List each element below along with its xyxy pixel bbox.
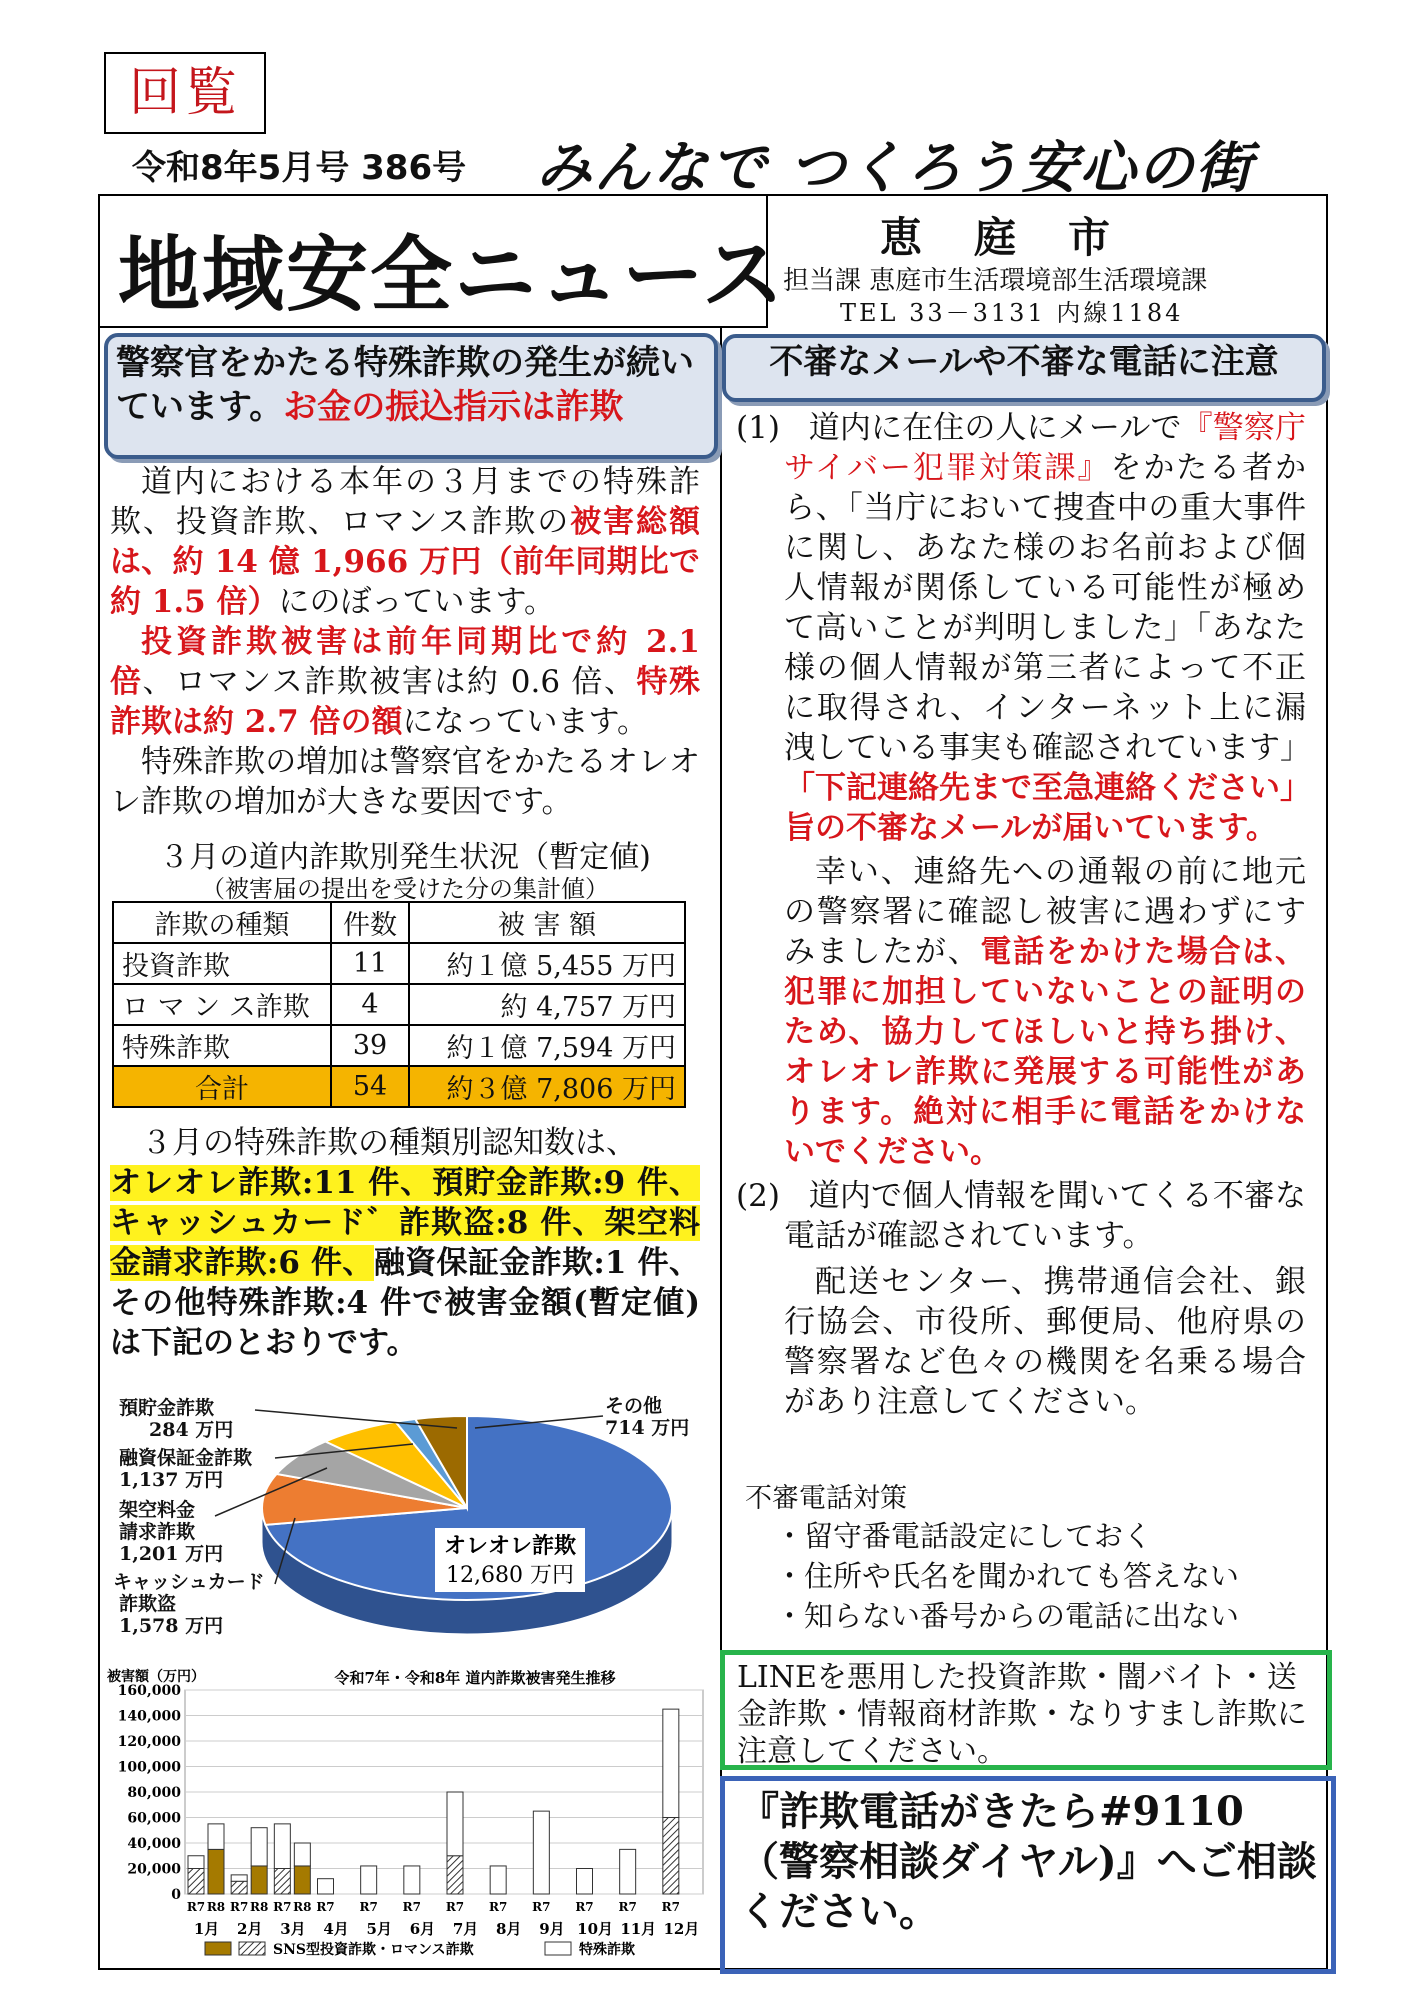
p1-text: 道内における本年の３月までの特殊詐欺、投資詐欺、ロマンス詐欺の <box>110 464 700 540</box>
bar-special <box>533 1811 549 1894</box>
legend-label-sns: SNS型投資詐欺・ロマンス詐欺 <box>273 1942 474 1958</box>
x-month-label: 4月 <box>323 1920 349 1938</box>
x-year-label: R7 <box>489 1900 508 1914</box>
y-tick-label: 140,000 <box>117 1708 181 1725</box>
police-call-box: 『詐欺電話がきたら#9110（警察相談ダイヤル)』へご相談ください。 <box>720 1776 1336 1974</box>
x-year-label: R7 <box>316 1900 335 1914</box>
measure-item: ・知らない番号からの電話に出ない <box>775 1599 1240 1633</box>
bar-ylabel: 被害額（万円） <box>107 1669 205 1685</box>
x-year-label: R7 <box>575 1900 594 1914</box>
paragraph-1 <box>110 462 700 622</box>
bar-special <box>294 1843 310 1866</box>
y-tick-label: 160,000 <box>117 1683 181 1699</box>
x-year-label: R7 <box>230 1900 249 1914</box>
bar-sns <box>294 1866 310 1894</box>
label-card-amount: 1,578 万円 <box>119 1615 224 1637</box>
left-headline-a: 警察官をかたる特殊詐欺の発生が続いています。 <box>116 343 694 427</box>
table-row <box>113 984 685 1025</box>
issue-number: 令和8年5月号 386号 <box>132 148 467 188</box>
item-2-text <box>784 1176 1306 1422</box>
label-kakuu: 架空料金 <box>119 1499 196 1521</box>
total-count: 54 <box>331 1066 409 1107</box>
bar-special <box>274 1824 290 1869</box>
x-year-label: R7 <box>618 1900 637 1914</box>
bar-title: 令和7年・令和8年 道内詐欺被害発生推移 <box>334 1669 616 1687</box>
p4-counts <box>110 1163 700 1363</box>
i1-b: 『警察庁サイバー犯罪対策課』 <box>784 410 1307 486</box>
cell-type: 投資詐欺 <box>113 943 331 984</box>
bar-sns <box>231 1881 247 1894</box>
x-year-label: R7 <box>402 1900 421 1914</box>
label-card-2: 詐欺盗 <box>119 1593 177 1615</box>
label-kakuu-2: 請求詐欺 <box>119 1521 196 1543</box>
pie-chart <box>105 1388 705 1666</box>
paragraph-4 <box>110 1123 700 1163</box>
bar-special <box>620 1849 636 1894</box>
total-label: 合計 <box>113 1066 331 1107</box>
bar-sns <box>663 1818 679 1895</box>
label-card: キャッシュカード <box>113 1571 265 1593</box>
paragraph-3: 特殊詐欺の増加は警察官をかたるオレオレ詐欺の増加が大きな要因です。 <box>110 744 700 820</box>
cell-count: 39 <box>331 1025 409 1066</box>
x-year-label: R8 <box>293 1900 312 1914</box>
x-month-label: 9月 <box>539 1920 565 1938</box>
label-sonota-amount: 714 万円 <box>605 1417 690 1439</box>
label-oreore-amount: 12,680 万円 <box>446 1563 574 1588</box>
bar-legend <box>205 1941 635 1958</box>
cell-amount: 約１億 7,594 万円 <box>409 1025 685 1066</box>
legend-swatch-white <box>545 1942 571 1955</box>
table-total-row <box>113 1066 685 1107</box>
p4-lead: ３月の特殊詐欺の種類別認知数は、 <box>141 1125 637 1161</box>
bar-sns <box>447 1856 463 1894</box>
p1-total-damage: 被害総額は、約 14 億 1,966 万円（前年同期比で約 1.5 倍） <box>110 504 700 620</box>
left-body-2 <box>110 1123 700 1363</box>
x-month-label: 2月 <box>237 1920 263 1938</box>
x-year-label: R8 <box>250 1900 269 1914</box>
y-tick-label: 120,000 <box>117 1734 181 1750</box>
item-2 <box>736 1176 1306 1422</box>
i2-a: 道内で個人情報を聞いてくる不審な電話が確認されています。 <box>784 1178 1306 1254</box>
i2-b: 配送センター、携帯通信会社、銀行協会、市役所、郵便局、他府県の警察署など色々の機関を名乗る場合があり注意してください。 <box>784 1264 1306 1420</box>
paragraph-2 <box>110 622 700 742</box>
x-month-label: 11月 <box>620 1920 657 1938</box>
bar-special <box>404 1866 420 1894</box>
i1-e: 旨の不審なメールが届いています。 <box>784 810 1277 846</box>
y-tick-label: 60,000 <box>127 1810 181 1827</box>
bar-sns <box>251 1866 267 1894</box>
item-1-text <box>784 408 1311 1172</box>
p2-special: 特殊詐欺は約 2.7 倍の額 <box>110 664 701 740</box>
x-month-label: 10月 <box>577 1920 614 1938</box>
table-row <box>113 1025 685 1066</box>
i1-p2-b: 電話をかけた場合は、犯罪に加担していないことの証明のため、協力してほしいと持ち掛け、オレオレ詐欺に発展する可能性があります。絶対に相手に電話をかけないでください。 <box>784 934 1307 1170</box>
x-month-label: 5月 <box>366 1920 392 1938</box>
bar-xlabels <box>187 1900 700 1938</box>
fraud-table <box>112 901 686 1108</box>
bar-special <box>231 1875 247 1881</box>
label-yushi-amount: 1,137 万円 <box>119 1469 224 1491</box>
table-subcaption: （被害届の提出を受けた分の集計値） <box>201 875 609 903</box>
item-1-number: (1) <box>736 410 780 446</box>
bar-special <box>188 1856 204 1869</box>
bar-chart <box>105 1666 709 1958</box>
bar-special <box>663 1709 679 1817</box>
bar-special <box>447 1792 463 1856</box>
x-year-label: R8 <box>206 1900 226 1914</box>
x-year-label: R7 <box>532 1900 551 1914</box>
x-year-label: R7 <box>273 1900 292 1914</box>
right-body <box>736 408 1311 1422</box>
bar-sns <box>274 1869 290 1895</box>
cell-count: 4 <box>331 984 409 1025</box>
measure-item: ・留守番電話設定にしておく <box>775 1519 1153 1553</box>
i1-d: 「下記連絡先まで至急連絡ください」 <box>784 770 1311 806</box>
department: 担当課 恵庭市生活環境部生活環境課 <box>783 266 1208 296</box>
left-body <box>110 462 700 822</box>
cell-amount: 約 4,757 万円 <box>409 984 685 1025</box>
bar-special <box>490 1866 506 1894</box>
x-month-label: 1月 <box>193 1920 220 1938</box>
y-tick-label: 80,000 <box>127 1785 181 1801</box>
legend-swatch-gold <box>205 1942 231 1955</box>
right-headline: 不審なメールや不審な電話に注意 <box>722 334 1326 402</box>
line-warning-box: LINEを悪用した投資詐欺・闇バイト・送金詐欺・情報商材詐欺・なりすまし詐欺に注意してください。 <box>720 1650 1332 1770</box>
bar-special <box>251 1828 267 1866</box>
label-yochokin-amount: 284 万円 <box>149 1419 234 1441</box>
measures-title: 不審電話対策 <box>745 1483 907 1514</box>
x-year-label: R7 <box>445 1900 465 1914</box>
p1-tail: にのぼっています。 <box>278 584 556 620</box>
bar-special <box>361 1866 377 1894</box>
col-count: 件数 <box>331 902 409 943</box>
x-month-label: 12月 <box>663 1920 700 1938</box>
bar-special <box>577 1869 593 1895</box>
telephone: TEL 33－3131 内線1184 <box>840 299 1184 327</box>
cell-type: ロ マ ン ス詐欺 <box>113 984 331 1025</box>
p2-romance: 、ロマンス詐欺被害は約 0.6 倍、 <box>142 664 637 700</box>
item-1 <box>736 408 1311 1172</box>
p4-rest: 融資保証金詐欺:1 件、その他特殊詐欺:4 件で被害金額(暫定値)は下記のとおりです。 <box>110 1245 700 1361</box>
y-tick-label: 20,000 <box>127 1861 181 1878</box>
x-month-label: 7月 <box>452 1920 479 1938</box>
measure-item: ・住所や氏名を聞かれても答えない <box>775 1559 1240 1593</box>
bar-special <box>208 1824 224 1850</box>
slogan: みんなで つくろう安心の街 <box>536 136 1254 201</box>
x-month-label: 6月 <box>409 1920 436 1938</box>
col-amount: 被 害 額 <box>409 902 685 943</box>
y-tick-label: 0 <box>171 1887 181 1903</box>
p2-tail: になっています。 <box>402 704 649 740</box>
legend-swatch-hatch <box>239 1942 265 1955</box>
table-row <box>113 943 685 984</box>
x-year-label: R7 <box>186 1900 206 1914</box>
cell-amount: 約１億 5,455 万円 <box>409 943 685 984</box>
x-year-label: R7 <box>661 1900 680 1914</box>
bar-special <box>318 1879 334 1894</box>
pie-slices <box>262 1416 672 1634</box>
x-month-label: 3月 <box>280 1920 306 1938</box>
i1-a: 道内に在住の人にメールで <box>808 410 1182 446</box>
table-header-row <box>113 902 685 943</box>
col-type: 詐欺の種類 <box>113 902 331 943</box>
total-amount: 約３億 7,806 万円 <box>409 1066 685 1107</box>
y-tick-label: 40,000 <box>127 1836 181 1852</box>
bar-sns <box>208 1849 224 1894</box>
cell-count: 11 <box>331 943 409 984</box>
bar-sns <box>188 1869 204 1895</box>
legend-label-special: 特殊詐欺 <box>579 1942 635 1958</box>
cell-type: 特殊詐欺 <box>113 1025 331 1066</box>
label-oreore: オレオレ詐欺 <box>443 1533 577 1559</box>
bar-marks <box>188 1709 679 1894</box>
p2-investment: 投資詐欺被害は前年同期比で約 2.1 倍 <box>110 624 700 700</box>
label-yushi: 融資保証金詐欺 <box>119 1447 253 1469</box>
item-1-para-2 <box>784 852 1306 1172</box>
left-headline-b: お金の振込指示は詐欺 <box>283 387 624 427</box>
circulation-stamp: 回覧 <box>104 52 266 134</box>
item-2-number: (2) <box>736 1178 780 1214</box>
label-kakuu-amount: 1,201 万円 <box>119 1543 224 1565</box>
city-name: 恵庭市 <box>880 213 1163 262</box>
x-month-label: 8月 <box>496 1920 522 1938</box>
y-tick-label: 100,000 <box>117 1759 181 1776</box>
page-title: 地域安全ニュース <box>118 228 786 323</box>
i1-p2-a: 幸い、連絡先への通報の前に地元の警察署に確認し被害に遇わずにすみましたが、 <box>784 854 1306 970</box>
label-yochokin: 預貯金詐欺 <box>119 1397 215 1419</box>
x-year-label: R7 <box>359 1900 378 1914</box>
i1-c: をかたる者から、「当庁において捜査中の重大事件に関し、あなた様のお名前および個人情報が関係している可能性が極めて高いことが判明しました」「あなた様の個人情報が第三者によって不正に取得され、インターネット上に漏洩している事実も確認されています」 <box>784 450 1311 766</box>
left-headline <box>104 333 718 459</box>
table-caption: ３月の道内詐欺別発生状況（暫定値) <box>159 840 651 875</box>
label-sonota: その他 <box>605 1395 663 1417</box>
p4-highlight: オレオレ詐欺:11 件、預貯金詐欺:9 件、キャッシュカード゛詐欺盗:8 件、架空料金請求詐欺:6 件、 <box>110 1165 700 1281</box>
